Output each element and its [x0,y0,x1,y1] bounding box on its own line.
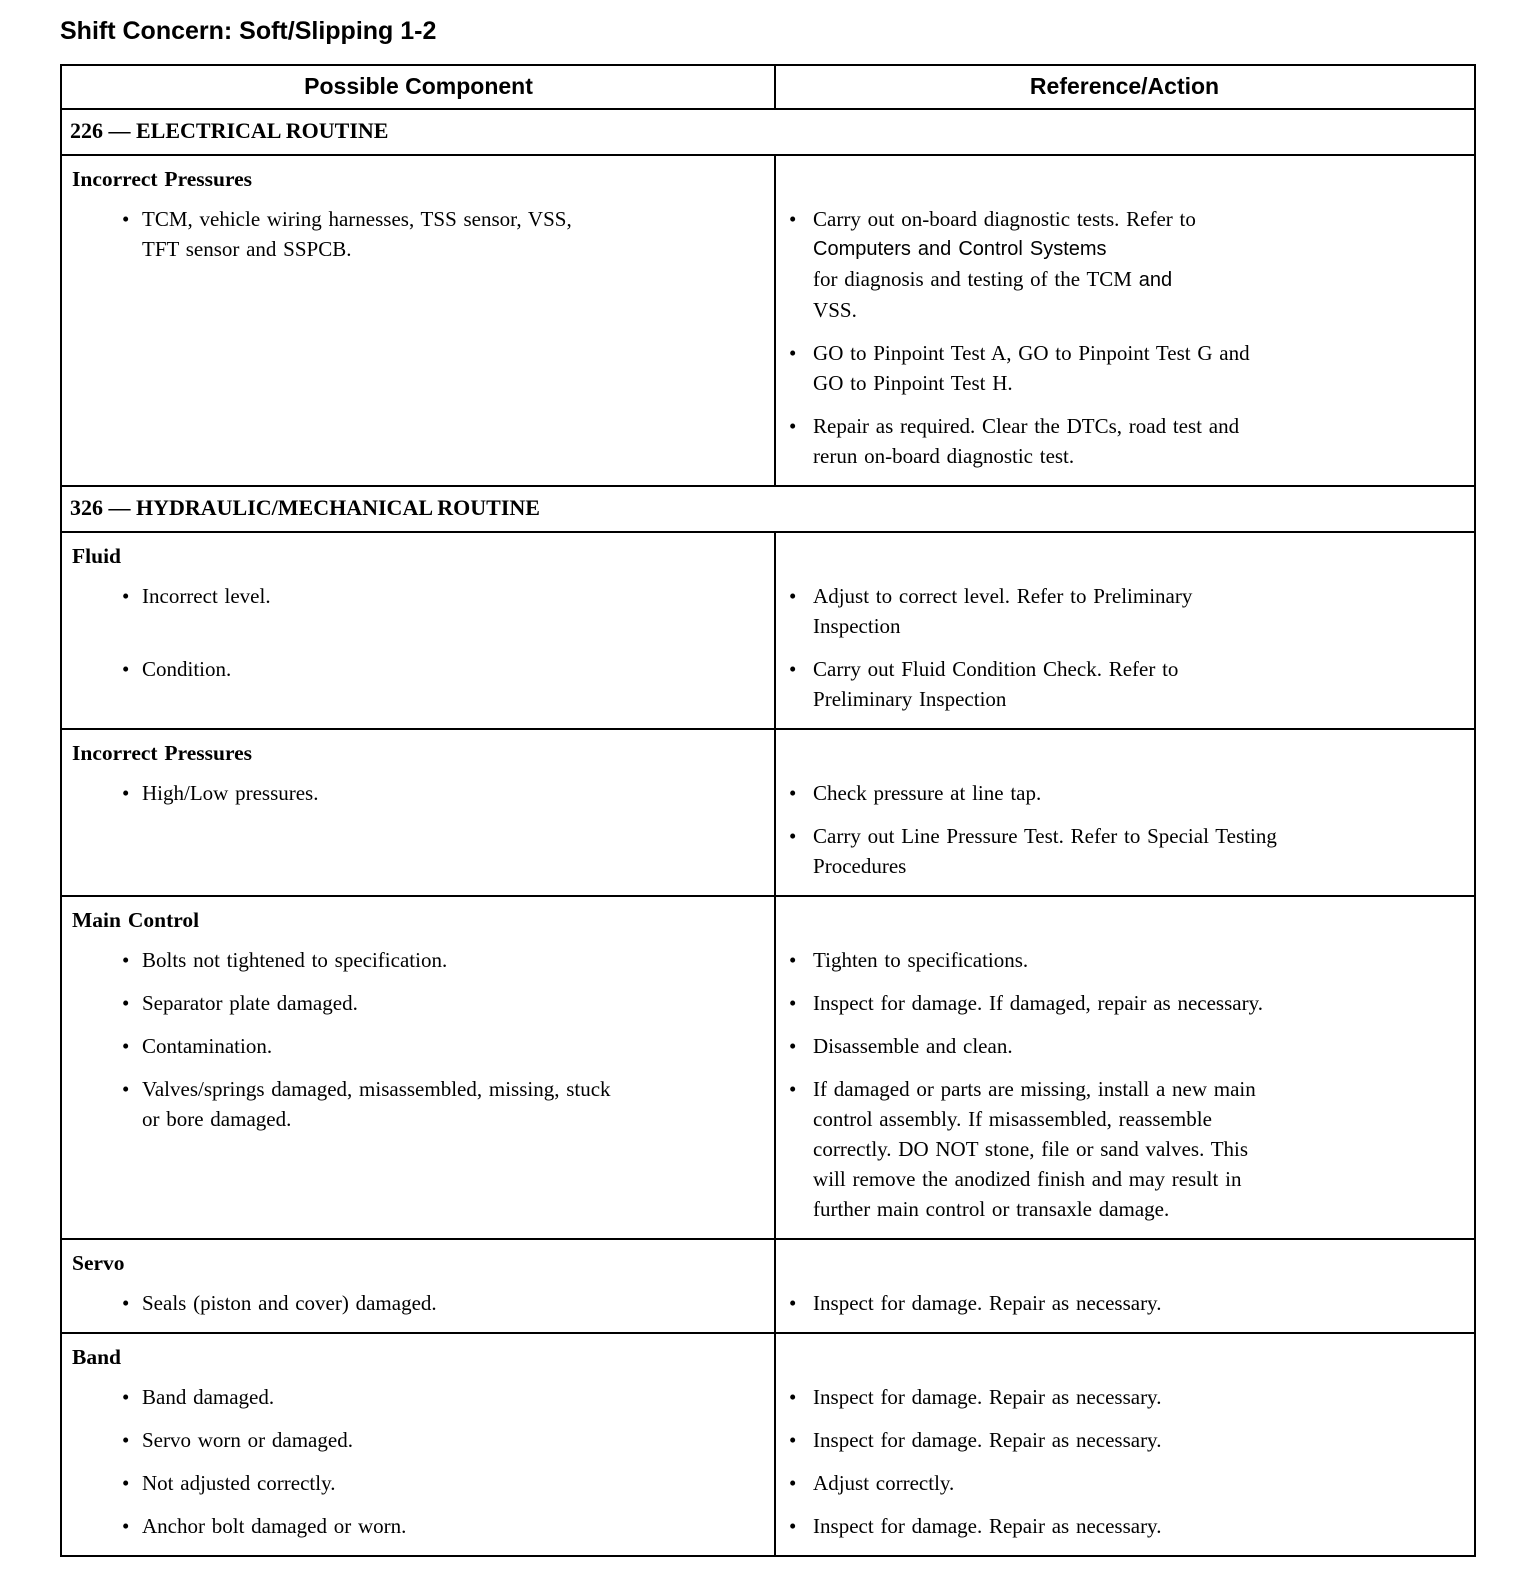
bullet-line: • If damaged or parts are missing, install a new main [813,1077,1256,1101]
possible-component-cell [62,778,775,881]
component-bullet [72,988,761,1018]
bullet-line: • TCM, vehicle wiring harnesses, TSS sensor, VSS, [142,207,572,231]
table-header-row [62,66,1474,108]
reference-action-cell [775,204,1474,471]
table-row-band [62,1332,1474,1555]
bullet-line: • Separator plate damaged. [142,991,358,1015]
component-bullet [72,1382,761,1412]
action-bullet [775,1468,1440,1498]
computers-and-control-systems-link[interactable]: Computers and Control Systems [813,238,1107,260]
action-bullet [775,411,1440,471]
component-heading: Band [72,1345,122,1369]
action-bullet [775,988,1440,1018]
component-heading: Fluid [72,544,121,568]
reference-action-cell [775,1382,1474,1412]
bullet-line-text-sans: and [1138,269,1173,291]
column-header-reference-action: Reference/Action [1029,73,1220,99]
reference-action-cell [775,945,1474,975]
possible-component-cell [62,654,775,714]
action-bullet [775,581,1440,641]
bullet-line: or bore damaged. [142,1107,292,1131]
component-bullet [72,1468,761,1498]
component-bullet [72,1074,761,1134]
reference-action-cell [775,1031,1474,1061]
section-row-226-electrical-routine: 226 — ELECTRICAL ROUTINE [62,108,1474,154]
action-bullet [775,1074,1440,1224]
component-bullet [72,1031,761,1061]
column-header-possible-component: Possible Component [304,73,533,99]
table-row-fluid [62,531,1474,728]
bullet-line: • Valves/springs damaged, misassembled, missing, stuck [142,1077,611,1101]
action-bullet [775,1031,1440,1061]
possible-component-cell [62,988,775,1018]
reference-action-cell [775,778,1474,881]
action-bullet [775,778,1440,808]
component-action-pair [62,988,1474,1018]
table-row-main-control [62,895,1474,1238]
bullet-line: • Carry out Line Pressure Test. Refer to Special Testing [813,824,1277,848]
bullet-line: further main control or transaxle damage. [813,1197,1170,1221]
possible-component-cell [62,1031,775,1061]
bullet-line: Procedures [813,854,907,878]
reference-action-cell [775,581,1474,641]
action-bullet [775,1288,1440,1318]
possible-component-cell [62,1511,775,1541]
possible-component-cell [62,1074,775,1224]
bullet-line: • Adjust correctly. [813,1471,955,1495]
bullet-line: • Anchor bolt damaged or worn. [142,1514,407,1538]
bullet-line: VSS. [813,298,857,322]
bullet-line: TFT sensor and SSPCB. [142,237,352,261]
component-bullet [72,778,761,808]
possible-component-cell [62,1382,775,1412]
bullet-line: • Inspect for damage. If damaged, repair as necessary. [813,991,1263,1015]
bullet-line: • Adjust to correct level. Refer to Preliminary [813,584,1193,608]
component-action-pair [62,654,1474,714]
component-action-pair [62,1382,1474,1412]
reference-action-cell [775,1425,1474,1455]
component-bullet [72,204,761,264]
bullet-line: • Bolts not tightened to specification. [142,948,448,972]
bullet-line: rerun on-board diagnostic test. [813,444,1075,468]
bullet-line: • Contamination. [142,1034,273,1058]
component-action-pair [62,945,1474,975]
possible-component-cell [62,204,775,471]
reference-action-cell [775,1288,1474,1318]
component-heading: Incorrect Pressures [72,167,253,191]
table-row-incorrect-pressures-electrical [62,154,1474,485]
bullet-line: • Not adjusted correctly. [142,1471,336,1495]
bullet-line: will remove the anodized finish and may result in [813,1167,1242,1191]
bullet-line: • Inspect for damage. Repair as necessary. [813,1428,1162,1452]
bullet-line: • Inspect for damage. Repair as necessary. [813,1291,1162,1315]
component-action-pair [62,581,1474,641]
possible-component-cell [62,1425,775,1455]
table-row-incorrect-pressures-hydraulic [62,728,1474,895]
bullet-line: • Carry out on-board diagnostic tests. Refer to [813,207,1196,231]
component-action-pair [62,1425,1474,1455]
action-bullet [775,338,1440,398]
table-row-servo [62,1238,1474,1332]
bullet-line: • Inspect for damage. Repair as necessary. [813,1385,1162,1409]
bullet-line: • Band damaged. [142,1385,275,1409]
bullet-line: • Servo worn or damaged. [142,1428,353,1452]
possible-component-cell [62,1288,775,1318]
component-heading: Main Control [72,908,200,932]
bullet-line [813,264,1440,295]
action-bullet [775,204,1440,325]
component-action-pair [62,1511,1474,1541]
bullet-line: GO to Pinpoint Test H. [813,371,1013,395]
component-bullet [72,1511,761,1541]
action-bullet [775,945,1440,975]
bullet-line: • Repair as required. Clear the DTCs, road test and [813,414,1240,438]
bullet-line: control assembly. If misassembled, reassemble [813,1107,1212,1131]
action-bullet [775,821,1440,881]
bullet-line: • Incorrect level. [142,584,271,608]
bullet-line: Inspection [813,614,901,638]
bullet-line: • Seals (piston and cover) damaged. [142,1291,437,1315]
reference-action-cell [775,1074,1474,1224]
possible-component-cell [62,945,775,975]
reference-action-cell [775,988,1474,1018]
component-heading: Servo [72,1251,125,1275]
bullet-line: correctly. DO NOT stone, file or sand valves. This [813,1137,1249,1161]
component-action-pair [62,1468,1474,1498]
bullet-line: • Carry out Fluid Condition Check. Refer to [813,657,1179,681]
bullet-line: • Tighten to specifications. [813,948,1029,972]
component-action-pair [62,1031,1474,1061]
action-bullet [775,654,1440,714]
action-bullet [775,1425,1440,1455]
component-bullet [72,945,761,975]
reference-action-cell [775,654,1474,714]
component-action-pair [62,1288,1474,1318]
component-action-pair [62,778,1474,881]
component-bullet [72,654,761,684]
diagnostic-table [60,64,1476,1557]
bullet-line: • GO to Pinpoint Test A, GO to Pinpoint Test G and [813,341,1250,365]
action-bullet [775,1511,1440,1541]
component-bullet [72,1288,761,1318]
component-bullet [72,581,761,611]
component-bullet [72,1425,761,1455]
component-heading: Incorrect Pressures [72,741,253,765]
reference-action-cell [775,1511,1474,1541]
possible-component-cell [62,1468,775,1498]
bullet-line: Preliminary Inspection [813,687,1007,711]
section-row-326-hydraulic-mechanical-routine: 326 — HYDRAULIC/MECHANICAL ROUTINE [62,485,1474,531]
component-action-pair [62,204,1474,471]
reference-action-cell [775,1468,1474,1498]
bullet-line-text: for diagnosis and testing of the TCM [813,267,1132,291]
bullet-line: • Inspect for damage. Repair as necessary. [813,1514,1162,1538]
action-bullet [775,1382,1440,1412]
possible-component-cell [62,581,775,641]
page-title: Shift Concern: Soft/Slipping 1-2 [60,17,437,45]
bullet-line: • High/Low pressures. [142,781,319,805]
bullet-line: • Disassemble and clean. [813,1034,1013,1058]
bullet-line: • Check pressure at line tap. [813,781,1042,805]
component-action-pair [62,1074,1474,1224]
bullet-line: • Condition. [142,657,232,681]
